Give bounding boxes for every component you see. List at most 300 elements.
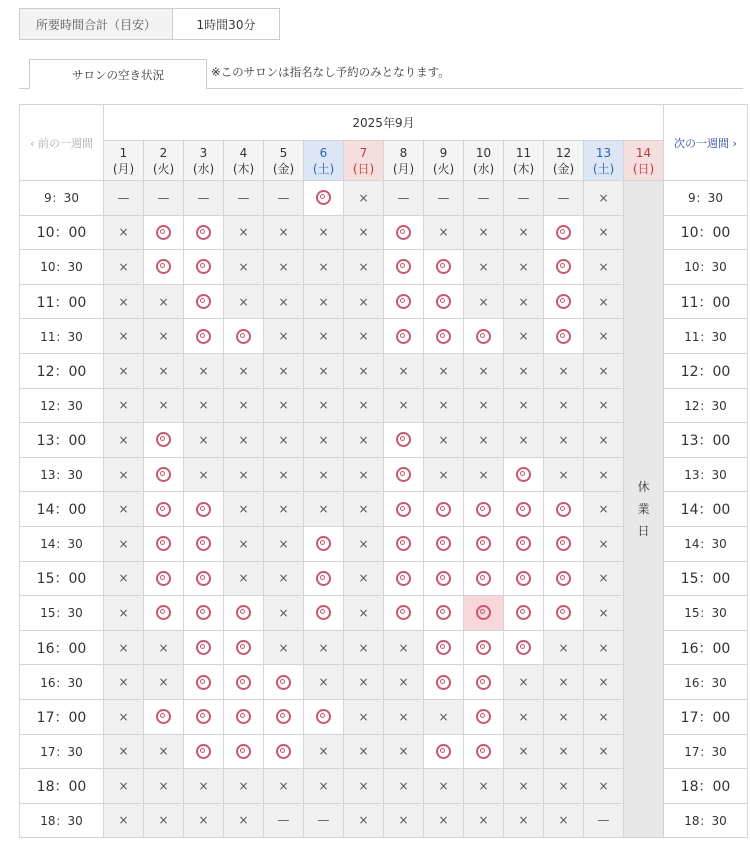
slot-full: × [584, 630, 624, 665]
available-mark-icon [196, 744, 211, 759]
slot-available[interactable] [184, 215, 224, 250]
available-mark-icon [516, 467, 531, 482]
slot-available[interactable] [544, 596, 584, 631]
available-mark-icon [476, 605, 491, 620]
slot-full: × [104, 561, 144, 596]
available-mark-icon [556, 294, 571, 309]
slot-available[interactable] [464, 526, 504, 561]
slot-full: × [104, 423, 144, 458]
slot-available[interactable] [384, 284, 424, 319]
slot-full: × [264, 526, 304, 561]
slot-full: × [264, 319, 304, 354]
slot-full: × [104, 596, 144, 631]
slot-full: × [584, 423, 624, 458]
slot-full: × [584, 353, 624, 388]
slot-available[interactable] [464, 734, 504, 769]
slot-available[interactable] [384, 561, 424, 596]
available-mark-icon [436, 294, 451, 309]
slot-full: × [224, 803, 264, 838]
slot-available[interactable] [144, 561, 184, 596]
day-header-1: 1 (月) [104, 141, 144, 181]
slot-full: × [144, 353, 184, 388]
tab-note: ※このサロンは指名なし予約のみとなります。 [211, 65, 450, 79]
slot-available[interactable] [224, 699, 264, 734]
available-mark-icon [436, 259, 451, 274]
available-mark-icon [236, 744, 251, 759]
slot-available[interactable] [504, 526, 544, 561]
slot-full: × [504, 388, 544, 423]
closed-day-cell: 休 業 日 [624, 181, 664, 838]
day-header-12: 12 (金) [544, 141, 584, 181]
slot-full: × [344, 526, 384, 561]
slot-full: × [264, 492, 304, 527]
slot-available[interactable] [304, 526, 344, 561]
slot-available[interactable] [544, 284, 584, 319]
time-label: 15：30 [20, 596, 104, 631]
available-mark-icon [156, 259, 171, 274]
available-mark-icon [476, 536, 491, 551]
slot-full: × [384, 353, 424, 388]
slot-full: × [584, 319, 624, 354]
time-label: 10：00 [20, 215, 104, 250]
slot-full: × [584, 250, 624, 285]
available-mark-icon [556, 536, 571, 551]
slot-available[interactable] [304, 699, 344, 734]
available-mark-icon [276, 744, 291, 759]
slot-available[interactable] [144, 492, 184, 527]
slot-full: × [544, 388, 584, 423]
slot-available[interactable] [384, 423, 424, 458]
slot-available[interactable] [144, 215, 184, 250]
available-mark-icon [196, 640, 211, 655]
slot-full: × [304, 388, 344, 423]
slot-available[interactable] [144, 457, 184, 492]
time-label: 13：30 [664, 457, 748, 492]
slot-full: × [504, 250, 544, 285]
available-mark-icon [436, 640, 451, 655]
slot-available[interactable] [504, 596, 544, 631]
slot-full: × [384, 630, 424, 665]
slot-full: × [264, 561, 304, 596]
month-header: 2025年9月 [104, 105, 664, 141]
day-header-3: 3 (水) [184, 141, 224, 181]
available-mark-icon [436, 605, 451, 620]
slot-full: × [384, 388, 424, 423]
slot-full: × [424, 423, 464, 458]
slot-full: × [384, 734, 424, 769]
slot-available[interactable] [144, 596, 184, 631]
available-mark-icon [476, 640, 491, 655]
slot-full: × [144, 284, 184, 319]
available-mark-icon [196, 259, 211, 274]
available-mark-icon [556, 329, 571, 344]
slot-available[interactable] [304, 561, 344, 596]
slot-full: × [384, 665, 424, 700]
time-label: 14：00 [20, 492, 104, 527]
slot-full: × [304, 319, 344, 354]
slot-full: × [304, 215, 344, 250]
slot-available[interactable] [224, 596, 264, 631]
time-label: 14：30 [20, 526, 104, 561]
time-label: 15：30 [664, 596, 748, 631]
slot-full: × [544, 699, 584, 734]
available-mark-icon [196, 675, 211, 690]
slot-full: × [464, 388, 504, 423]
tab-salon-availability[interactable]: サロンの空き状況 [29, 59, 207, 89]
available-mark-icon [196, 536, 211, 551]
slot-full: × [584, 699, 624, 734]
available-mark-icon [396, 502, 411, 517]
available-mark-icon [156, 605, 171, 620]
slot-available[interactable] [464, 319, 504, 354]
slot-available[interactable] [464, 665, 504, 700]
duration-value: 1時間30分 [196, 17, 256, 32]
time-label: 16：00 [20, 630, 104, 665]
available-mark-icon [316, 709, 331, 724]
slot-available[interactable] [424, 492, 464, 527]
slot-full: × [344, 423, 384, 458]
duration-label: 所要時間合計（目安） [20, 9, 173, 39]
slot-full: × [224, 215, 264, 250]
slot-full: × [104, 319, 144, 354]
slot-full: × [344, 284, 384, 319]
slot-full: × [424, 388, 464, 423]
slot-full: × [104, 699, 144, 734]
available-mark-icon [316, 190, 331, 205]
slot-full: × [584, 181, 624, 216]
day-header-5: 5 (金) [264, 141, 304, 181]
slot-full: × [424, 353, 464, 388]
slot-full: × [304, 734, 344, 769]
available-mark-icon [156, 467, 171, 482]
slot-available[interactable] [424, 665, 464, 700]
available-mark-icon [476, 744, 491, 759]
slot-available[interactable] [504, 561, 544, 596]
time-label: 15：00 [664, 561, 748, 596]
prev-week-link[interactable]: ‹ 前の一週間 [20, 105, 104, 181]
slot-full: × [304, 457, 344, 492]
slot-available[interactable] [544, 215, 584, 250]
time-label: 14：30 [664, 526, 748, 561]
slot-none: — [144, 181, 184, 216]
slot-full: × [104, 215, 144, 250]
slot-full: × [464, 284, 504, 319]
slot-full: × [344, 457, 384, 492]
slot-none: — [544, 181, 584, 216]
slot-available[interactable] [184, 596, 224, 631]
slot-available[interactable] [464, 561, 504, 596]
slot-full: × [104, 769, 144, 804]
slot-full: × [464, 769, 504, 804]
slot-available[interactable] [304, 596, 344, 631]
slot-full: × [184, 353, 224, 388]
day-header-6: 6 (土) [304, 141, 344, 181]
slot-full: × [504, 423, 544, 458]
slot-available[interactable] [184, 734, 224, 769]
slot-full: × [504, 319, 544, 354]
time-label: 16：00 [664, 630, 748, 665]
slot-full: × [264, 250, 304, 285]
slot-available[interactable] [504, 457, 544, 492]
slot-full: × [344, 630, 384, 665]
available-mark-icon [476, 329, 491, 344]
available-mark-icon [476, 709, 491, 724]
available-mark-icon [156, 432, 171, 447]
time-label: 11：00 [664, 284, 748, 319]
slot-full: × [224, 423, 264, 458]
slot-available[interactable] [224, 319, 264, 354]
slot-full: × [584, 596, 624, 631]
slot-available[interactable] [424, 630, 464, 665]
day-header-2: 2 (火) [144, 141, 184, 181]
slot-full: × [304, 353, 344, 388]
available-mark-icon [316, 605, 331, 620]
day-header-9: 9 (火) [424, 141, 464, 181]
slot-full: × [504, 734, 544, 769]
available-mark-icon [396, 294, 411, 309]
time-label: 10：30 [664, 250, 748, 285]
time-label: 12：30 [20, 388, 104, 423]
slot-full: × [504, 769, 544, 804]
slot-full: × [144, 803, 184, 838]
slot-full: × [424, 699, 464, 734]
slot-full: × [184, 388, 224, 423]
slot-full: × [104, 388, 144, 423]
slot-full: × [104, 353, 144, 388]
slot-full: × [464, 215, 504, 250]
slot-full: × [344, 596, 384, 631]
available-mark-icon [236, 329, 251, 344]
slot-available[interactable] [144, 250, 184, 285]
slot-available[interactable] [464, 492, 504, 527]
available-mark-icon [516, 640, 531, 655]
available-mark-icon [516, 571, 531, 586]
available-mark-icon [436, 744, 451, 759]
slot-full: × [304, 630, 344, 665]
slot-full: × [104, 803, 144, 838]
slot-full: × [504, 699, 544, 734]
slot-available[interactable] [544, 561, 584, 596]
slot-available[interactable] [184, 699, 224, 734]
slot-full: × [584, 492, 624, 527]
available-mark-icon [236, 709, 251, 724]
available-mark-icon [396, 329, 411, 344]
slot-full: × [384, 803, 424, 838]
available-mark-icon [196, 571, 211, 586]
slot-available[interactable] [424, 596, 464, 631]
available-mark-icon [436, 502, 451, 517]
slot-available[interactable] [384, 492, 424, 527]
slot-full: × [504, 665, 544, 700]
slot-available[interactable] [544, 492, 584, 527]
slot-full: × [144, 630, 184, 665]
slot-full: × [504, 353, 544, 388]
slot-full: × [304, 250, 344, 285]
day-header-13: 13 (土) [584, 141, 624, 181]
slot-full: × [584, 665, 624, 700]
slot-full: × [224, 526, 264, 561]
available-mark-icon [156, 225, 171, 240]
time-label: 14：00 [664, 492, 748, 527]
slot-full: × [544, 769, 584, 804]
slot-full: × [424, 803, 464, 838]
slot-available[interactable] [224, 734, 264, 769]
available-mark-icon [396, 571, 411, 586]
slot-available[interactable] [144, 526, 184, 561]
time-label: 18：30 [20, 803, 104, 838]
slot-full: × [344, 319, 384, 354]
slot-full: × [464, 803, 504, 838]
slot-available[interactable] [504, 630, 544, 665]
slot-full: × [304, 492, 344, 527]
available-mark-icon [476, 571, 491, 586]
slot-none: — [264, 181, 304, 216]
slot-available[interactable] [224, 665, 264, 700]
slot-full: × [464, 353, 504, 388]
available-mark-icon [436, 675, 451, 690]
slot-none: — [384, 181, 424, 216]
available-mark-icon [396, 536, 411, 551]
slot-none: — [104, 181, 144, 216]
slot-full: × [344, 561, 384, 596]
available-mark-icon [436, 536, 451, 551]
time-label: 15：00 [20, 561, 104, 596]
slot-available[interactable] [184, 561, 224, 596]
available-mark-icon [396, 605, 411, 620]
slot-available[interactable] [184, 526, 224, 561]
slot-available[interactable] [144, 423, 184, 458]
slot-full: × [584, 769, 624, 804]
available-mark-icon [556, 259, 571, 274]
slot-available[interactable] [424, 284, 464, 319]
slot-available[interactable] [464, 699, 504, 734]
slot-full: × [584, 215, 624, 250]
slot-full: × [424, 215, 464, 250]
slot-full: × [264, 388, 304, 423]
time-label: 10：30 [20, 250, 104, 285]
slot-available[interactable] [264, 665, 304, 700]
available-mark-icon [396, 259, 411, 274]
slot-available[interactable] [184, 250, 224, 285]
slot-full: × [104, 665, 144, 700]
slot-full: × [144, 665, 184, 700]
slot-full: × [544, 734, 584, 769]
time-label: 13：00 [664, 423, 748, 458]
slot-full: × [104, 734, 144, 769]
day-header-10: 10 (水) [464, 141, 504, 181]
available-mark-icon [196, 605, 211, 620]
slot-full: × [264, 423, 304, 458]
slot-full: × [344, 665, 384, 700]
slot-full: × [424, 457, 464, 492]
available-mark-icon [276, 675, 291, 690]
slot-available[interactable] [424, 561, 464, 596]
slot-available[interactable] [464, 630, 504, 665]
slot-full: × [264, 284, 304, 319]
next-week-link[interactable]: 次の一週間 › [664, 105, 748, 181]
slot-available[interactable] [304, 181, 344, 216]
available-mark-icon [556, 502, 571, 517]
time-label: 16：30 [20, 665, 104, 700]
available-mark-icon [156, 502, 171, 517]
slot-available[interactable] [384, 250, 424, 285]
available-mark-icon [516, 502, 531, 517]
slot-full: × [224, 457, 264, 492]
slot-full: × [584, 457, 624, 492]
slot-available[interactable] [264, 734, 304, 769]
available-mark-icon [196, 329, 211, 344]
day-header-7: 7 (日) [344, 141, 384, 181]
slot-available[interactable] [544, 526, 584, 561]
time-label: 17：00 [20, 699, 104, 734]
slot-available[interactable] [224, 630, 264, 665]
slot-available[interactable] [424, 734, 464, 769]
slot-available[interactable] [424, 319, 464, 354]
available-mark-icon [196, 502, 211, 517]
slot-full: × [264, 630, 304, 665]
slot-available[interactable] [384, 596, 424, 631]
day-header-11: 11 (木) [504, 141, 544, 181]
slot-available[interactable] [184, 319, 224, 354]
slot-full: × [464, 423, 504, 458]
time-label: 18：00 [664, 769, 748, 804]
available-mark-icon [556, 225, 571, 240]
slot-full: × [544, 457, 584, 492]
slot-full: × [224, 388, 264, 423]
slot-available[interactable] [144, 699, 184, 734]
available-mark-icon [196, 294, 211, 309]
slot-available[interactable] [424, 526, 464, 561]
slot-available[interactable] [184, 630, 224, 665]
slot-available[interactable] [424, 250, 464, 285]
slot-available[interactable] [264, 699, 304, 734]
slot-available[interactable] [384, 319, 424, 354]
slot-full: × [344, 215, 384, 250]
availability-table [19, 104, 748, 838]
slot-full: × [224, 284, 264, 319]
time-label: 9：30 [20, 181, 104, 216]
slot-full: × [584, 734, 624, 769]
available-mark-icon [556, 571, 571, 586]
slot-available[interactable] [184, 665, 224, 700]
slot-available[interactable] [464, 596, 504, 631]
slot-available[interactable] [184, 492, 224, 527]
slot-full: × [184, 423, 224, 458]
time-label: 13：30 [20, 457, 104, 492]
slot-available[interactable] [384, 457, 424, 492]
slot-full: × [144, 388, 184, 423]
slot-available[interactable] [544, 250, 584, 285]
slot-full: × [504, 803, 544, 838]
slot-available[interactable] [184, 284, 224, 319]
available-mark-icon [316, 536, 331, 551]
slot-available[interactable] [504, 492, 544, 527]
time-row [20, 181, 748, 216]
slot-available[interactable] [544, 319, 584, 354]
slot-available[interactable] [384, 526, 424, 561]
slot-full: × [184, 457, 224, 492]
time-label: 12：30 [664, 388, 748, 423]
slot-full: × [424, 769, 464, 804]
slot-available[interactable] [384, 215, 424, 250]
slot-full: × [264, 769, 304, 804]
slot-full: × [344, 699, 384, 734]
slot-full: × [144, 769, 184, 804]
slot-full: × [584, 388, 624, 423]
available-mark-icon [236, 675, 251, 690]
time-label: 9：30 [664, 181, 748, 216]
slot-full: × [344, 388, 384, 423]
